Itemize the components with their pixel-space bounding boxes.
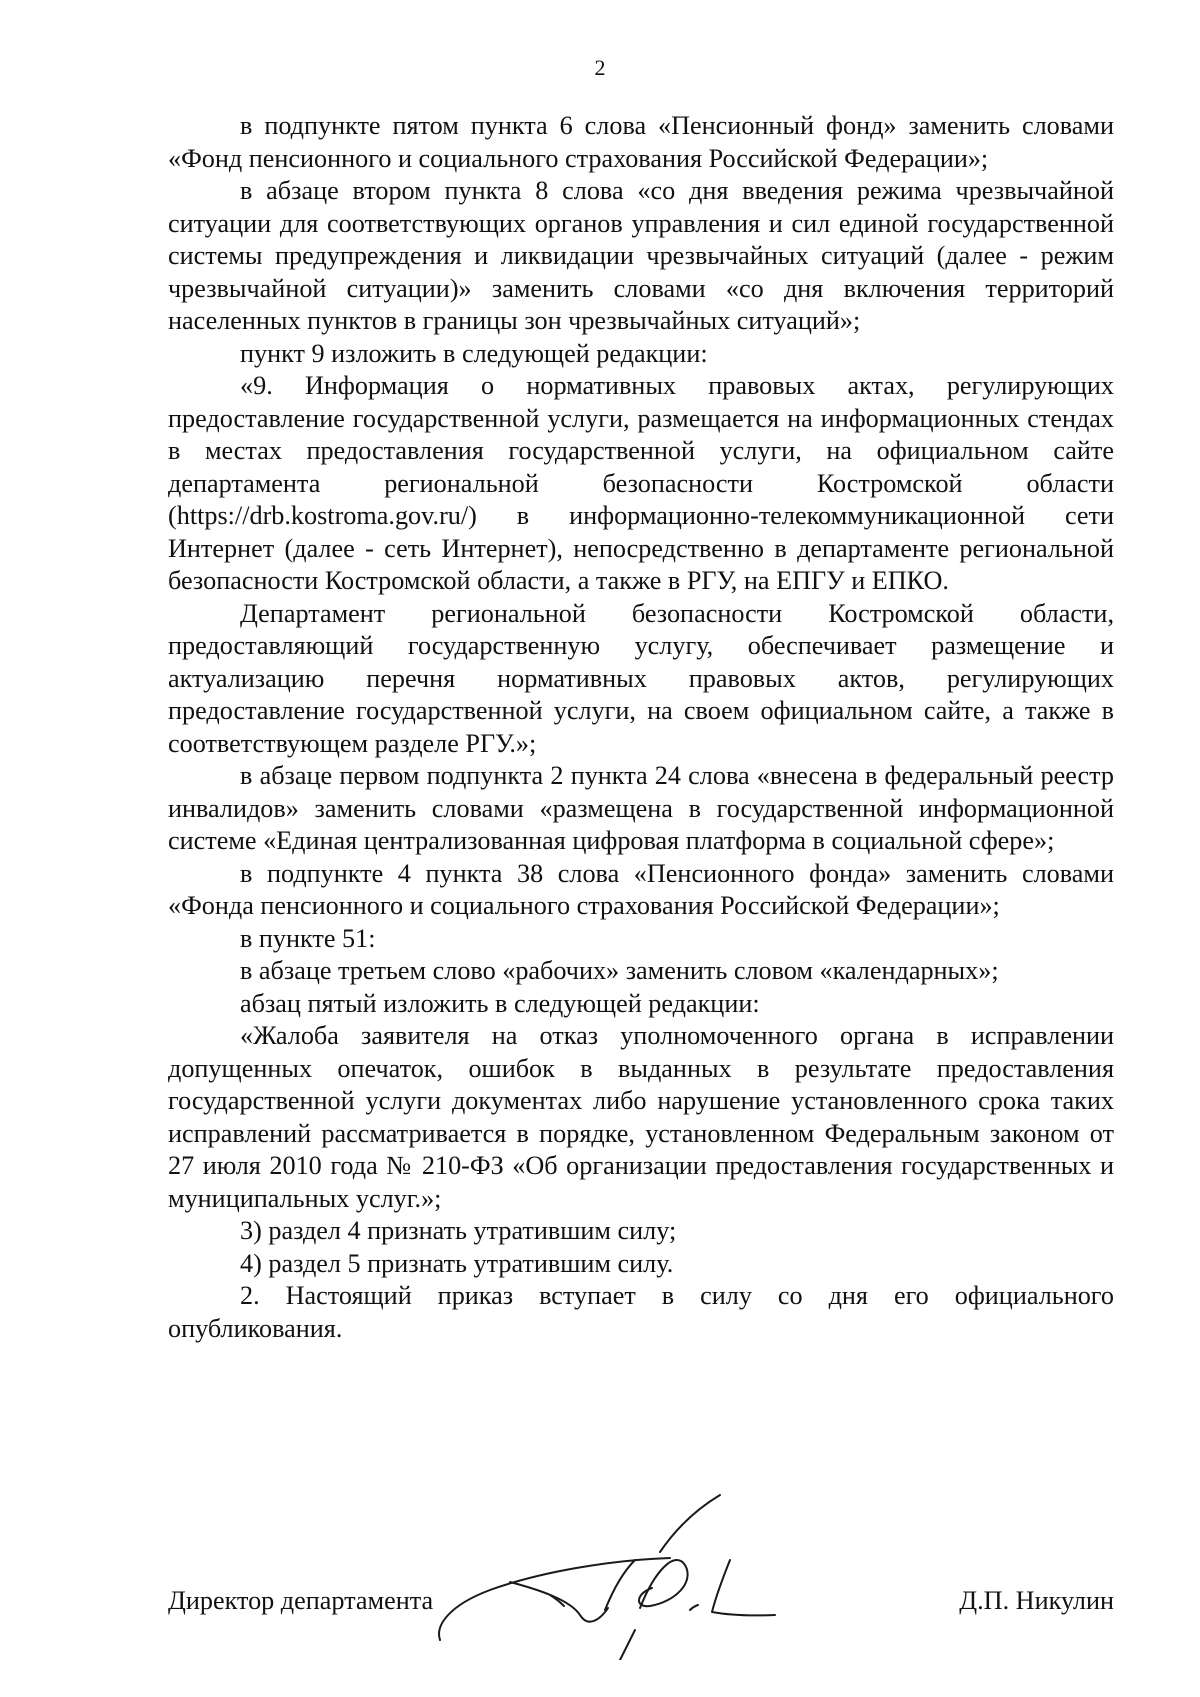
paragraph-item-51-intro: в пункте 51: [240,923,376,953]
paragraph-emergency-mode-8: в абзаце втором пункта 8 слова «со дня введения режима чрезвычайной ситуации для соответствующих органов управления и сил единой государственной системы предупреждения и ликвидации чрезвычайных ситуаций (далее - режим чрезвычайной ситуации)» заменить словами «со дня включения территорий населенных пунктов в границы зон чрезвычайных ситуаций»; [168,176,1114,335]
signatory-position: Директор департамента [168,1586,434,1615]
handwritten-signature [430,1490,830,1660]
paragraph-item-9-text: «9. Информация о нормативных правовых актах, регулирующих предоставление государственной услуги, размещается на информационных стендах в местах предоставления государственной услуги, на официальном сайте департамента региональной безопасности Костромской области (https://drb.kostroma.gov.ru/) в информационно-телекоммуникационной сети Интернет (далее - сеть Интернет), непосредственно в департаменте региональной безопасности Костромской области, а также в РГУ, на ЕПГУ и ЕПКО. [168,371,1114,595]
paragraph-department-duties: Департамент региональной безопасности Костромской области, предоставляющий государственную услугу, обеспечивает размещение и актуализацию перечня нормативных правовых актов, регулирующих предоставление государственной услуги, на своем официальном сайте, а также в соответствующем разделе РГУ.»; [168,598,1114,758]
paragraph-complaint-text: «Жалоба заявителя на отказ уполномоченного органа в исправлении допущенных опечаток, ошибок в выданных в результате предоставления государственной услуги документах либо нарушение установленного срока таких исправлений рассматривается в порядке, установленном Федеральным законом от 27 июля 2010 года № 210-ФЗ «Об организации предоставления государственных и муниципальных услуг.»; [168,1021,1114,1213]
paragraph-section-4: 3) раздел 4 признать утратившим силу; [240,1216,677,1245]
paragraph-effective-date: 2. Настоящий приказ вступает в силу со дня его официального опубликования. [168,1281,1114,1343]
page-number: 2 [594,55,606,80]
paragraph-item-38: в подпункте 4 пункта 38 слова «Пенсионного фонда» заменить словами «Фонда пенсионного и социального страхования Российской Федерации»; [168,858,1114,920]
paragraph-section-5: 4) раздел 5 признать утратившим силу. [240,1248,674,1278]
paragraph-item-24: в абзаце первом подпункта 2 пункта 24 слова «внесена в федеральный реестр инвалидов» заменить словами «размещена в государственной информационной системе «Единая централизованная цифровая платформа в социальной сфере»; [168,761,1114,855]
paragraph-item-51-third: в абзаце третьем слово «рабочих» заменить словом «календарных»; [240,956,999,985]
paragraph-item-51-fifth-intro: абзац пятый изложить в следующей редакции: [240,988,760,1018]
paragraph-pension-fund-6: в подпункте пятом пункта 6 слова «Пенсионный фонд» заменить словами «Фонд пенсионного и социального страхования Российской Федерации»; [168,111,1114,173]
paragraph-item-9-intro: пункт 9 изложить в следующей редакции: [240,338,708,368]
document-body [168,110,1114,1345]
signatory-name: Д.П. Никулин [959,1586,1114,1615]
